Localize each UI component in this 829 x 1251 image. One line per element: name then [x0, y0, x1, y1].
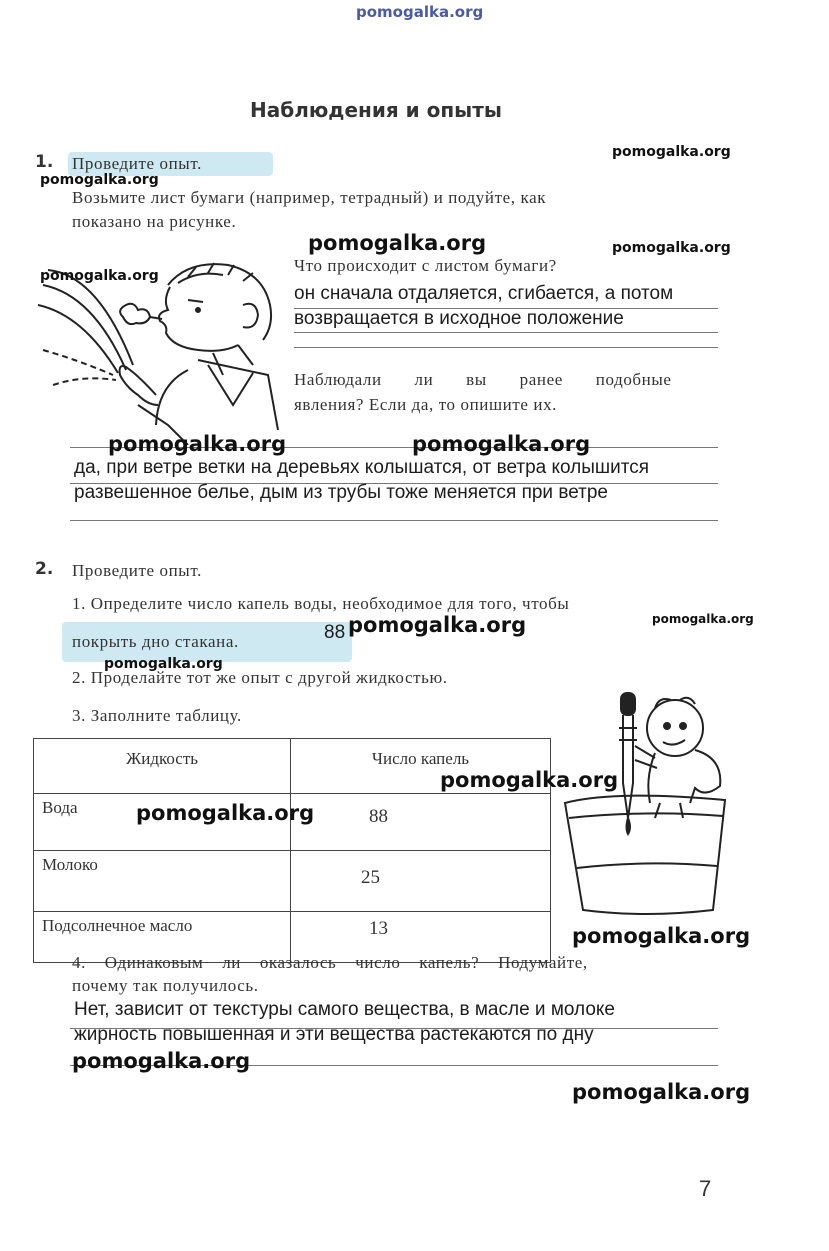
page-title: Наблюдения и опыты: [250, 98, 502, 122]
table-cell-liquid: Молоко: [34, 851, 291, 912]
task1-answer: развешенное белье, дым из трубы тоже меняется при ветре: [74, 482, 608, 503]
task1-number: 1.: [35, 152, 54, 172]
task2-answer: жирность повышенная и эти вещества растекаются по дну: [74, 1024, 594, 1045]
task2-step1-answer: 88: [324, 622, 346, 643]
table-cell-drops: 13: [291, 912, 551, 963]
task2-step: 3. Заполните таблицу.: [72, 706, 242, 725]
page-number: 7: [699, 1176, 712, 1201]
watermark: pomogalka.org: [108, 432, 287, 456]
task2-number: 2.: [35, 559, 54, 579]
task1-question: Наблюдали ли вы ранее подобные: [294, 370, 672, 389]
watermark: pomogalka.org: [572, 924, 751, 948]
task2-answer: Нет, зависит от текстуры самого вещества, в масле и молоке: [74, 999, 615, 1020]
answer-line: [294, 332, 718, 333]
watermark: pomogalka.org: [104, 656, 223, 672]
watermark: pomogalka.org: [612, 240, 731, 256]
task1-answer: возвращается в исходное положение: [294, 308, 624, 329]
watermark: pomogalka.org: [308, 231, 487, 255]
table-cell-drops: 88: [291, 794, 551, 851]
task2-question: почему так получилось.: [72, 976, 259, 995]
watermark: pomogalka.org: [572, 1080, 751, 1104]
table-cell-drops: 25: [291, 851, 551, 912]
task1-title: Проведите опыт.: [72, 154, 202, 173]
task2-step: 2. Проделайте тот же опыт с другой жидкостью.: [72, 668, 448, 687]
watermark: pomogalka.org: [612, 144, 731, 160]
watermark: pomogalka.org: [40, 268, 159, 284]
header-watermark: pomogalka.org: [356, 3, 484, 21]
table-row: [34, 851, 551, 912]
watermark: pomogalka.org: [412, 432, 591, 456]
watermark: pomogalka.org: [440, 768, 619, 792]
watermark: pomogalka.org: [40, 172, 159, 188]
answer-line: [294, 347, 718, 348]
watermark: pomogalka.org: [136, 801, 315, 825]
table-cell-liquid: Подсолнечное масло: [34, 912, 291, 963]
answer-line: [70, 520, 718, 521]
task1-instruction: Возьмите лист бумаги (например, тетрадный) и подуйте, как: [72, 188, 547, 207]
watermark: pomogalka.org: [72, 1049, 251, 1073]
task1-instruction: показано на рисунке.: [72, 212, 237, 231]
task2-step: покрыть дно стакана.: [72, 632, 239, 651]
task2-title: Проведите опыт.: [72, 561, 202, 580]
dropper-glass-illustration: [555, 688, 735, 920]
task1-answer: он сначала отдаляется, сгибается, а потом: [294, 283, 674, 304]
task1-question: Что происходит с листом бумаги?: [294, 256, 557, 275]
watermark: pomogalka.org: [348, 613, 527, 637]
task1-answer: да, при ветре ветки на деревьях колышатся, от ветра колышится: [74, 457, 650, 478]
watermark: pomogalka.org: [652, 612, 754, 626]
table-cell-liquid: Вода: [34, 794, 291, 851]
task2-step: 1. Определите число капель воды, необходимое для того, чтобы: [72, 594, 570, 613]
task1-question: явления? Если да, то опишите их.: [294, 395, 558, 414]
task2-question: 4. Одинаковым ли оказалось число капель? Подумайте,: [72, 953, 588, 972]
table-header: Жидкость: [34, 739, 291, 794]
table-header: Число капель: [291, 739, 551, 794]
